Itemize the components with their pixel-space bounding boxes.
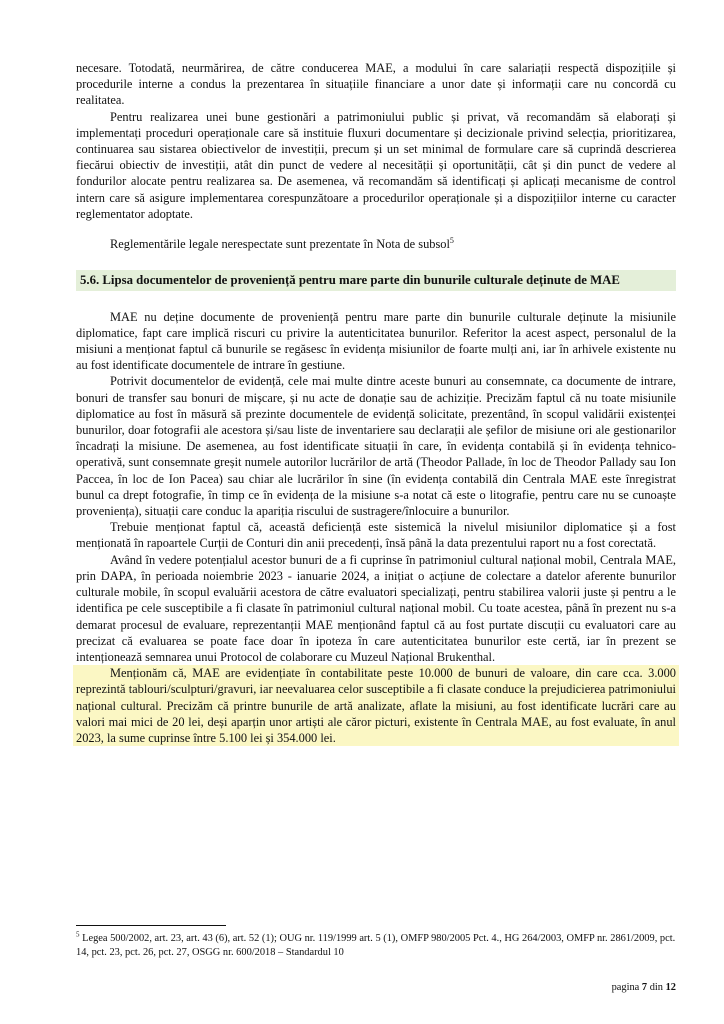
page-number-total: 12 bbox=[665, 982, 676, 993]
footnote-divider bbox=[76, 925, 226, 926]
paragraph-regulations bbox=[76, 236, 676, 252]
regulations-text: Reglementările legale nerespectate sunt prezentate în Nota de subsol bbox=[110, 237, 450, 252]
footnote-marker: 5 bbox=[76, 930, 80, 939]
page-number-separator: din bbox=[649, 982, 663, 993]
paragraph-systemic: Trebuie menționat faptul că, această deficiență este sistemică la nivelul misiunilor diplomatice și a fost menționată în rapoartele Curții de Conturi din anii precedenți, însă până la data prezentului raport nu a fost corectată. bbox=[76, 520, 676, 551]
paragraph-intro: necesare. Totodată, neurmărirea, de către conducerea MAE, a modului în care salariații respectă dispozițiile și procedurile interne a condus la prezentarea în situațiile financiare a unor date și informații care nu concordă cu realitatea. bbox=[76, 61, 676, 108]
page-number-current: 7 bbox=[641, 982, 648, 993]
page-number-prefix: pagina bbox=[611, 982, 640, 993]
page-body bbox=[76, 60, 676, 746]
footnote-text: Legea 500/2002, art. 23, art. 43 (6), art. 52 (1); OUG nr. 119/1999 art. 5 (1), OMFP 980/2005 Pct. 4., HG 264/2003, OMFP nr. 2861/2009, pct. 14, pct. 23, pct. 26, pct. 27, OSGG nr. 600/2018 – Standardul 10 bbox=[76, 933, 676, 958]
paragraph-recommendation: Pentru realizarea unei bune gestionări a patrimoniului public și privat, vă recomandăm să elaborați și implementați proceduri operaționale care să instituie fluxuri documentare și decizionale privind selecția, prioritizarea, continuarea sau sistarea obiectivelor de investiții, precum și un set minimal de formulare care să cuprindă descrierea fiecărui obiectiv de investiții, atât din punct de vedere al necesității și oportunității, cât și din punct de vedere al fondurilor alocate pentru realizarea sa. De asemenea, vă recomandăm să identificați și aplicați mecanisme de control intern care să asigure implementarea corespunzătoare a procedurilor operaționale și a dispozițiilor interne cu caracter reglementator adoptate. bbox=[76, 109, 676, 221]
page-number bbox=[612, 982, 676, 993]
paragraph-evidence: Potrivit documentelor de evidență, cele mai multe dintre aceste bunuri au consemnate, ca documente de intrare, bonuri de transfer sau bonuri de mișcare, și nu acte de donație sau de achiziție. Precizăm faptul că nu toate misiunile diplomatice au fost în măsură să prezinte documentele de evidență solicitate, prezentând, în scopul validării existenței bunurilor, doar fotografii ale acestora și/sau liste de inventariere sau declarații ale șefilor de misiune ori ale gestionarilor încadrați la misiune. De asemenea, au fost identificate situații în care, în evidența contabilă și în evidența tehnico-operativă, sunt consemnate greșit numele autorilor lucrărilor de artă (Theodor Pallade, în loc de Theodor Pallady sau Ion Paccea, în loc de Ion Pacea) sau chiar ale lucrărilor în sine (în evidența contabilă din Centrala MAE este înregistrat bunul ca drept fotografie, în timp ce în evidența de la misiune s-a notat că este o litografie, pentru care nu se cunoaște proveniența), situații care conduc la apariția riscului de sustragere/înlocuire a bunurilor. bbox=[76, 374, 676, 519]
footnote-reference[interactable]: 5 bbox=[449, 235, 454, 245]
paragraph-highlighted: Menționăm că, MAE are evidențiate în contabilitate peste 10.000 de bunuri de valoare, din care cca. 3.000 reprezintă tablouri/sculpturi/gravuri, iar neevaluarea celor susceptibile a fi clasate conduce la prejudicierea patrimoniului național cultural. Precizăm că printre bunurile de artă analizate, aflate la misiuni, au fost identificate lucrări care au valori mai mici de 20 lei, deși aparțin unor artiști ale căror picturi, existente în Centrala MAE, au fost evaluate, în anul 2023, la sume cuprinse între 5.100 lei și 354.000 lei. bbox=[73, 665, 679, 746]
paragraph-evaluation: Având în vedere potențialul acestor bunuri de a fi cuprinse în patrimoniul cultural național mobil, Centrala MAE, prin DAPA, în perioada noiembrie 2023 - ianuarie 2024, a inițiat o acțiune de colectare a datelor aferente bunurilor culturale mobile, în scopul evaluării acestora de către evaluatori specializați, pentru stabilirea valorii juste și pentru a le identifica pe cele susceptibile a fi clasate în patrimoniul cultural național mobil. Cu toate acestea, până în prezent nu s-a demarat procesul de evaluare, reprezentanții MAE menționând faptul că au fost purtate discuții cu evaluatori care au precizat că evaluarea se poate face doar în ipoteza în care autenticitatea bunurilor este certă, iar în prezent se intenționează semnarea unui Protocol de colaborare cu Muzeul Național Brukenthal. bbox=[76, 552, 676, 664]
paragraph-provenance: MAE nu deține documente de proveniență pentru mare parte din bunurile culturale deținute la misiunile diplomatice, fapt care implică riscuri cu privire la autenticitatea bunurilor. Referitor la acest aspect, personalul de la misiuni a menționat faptul că bunurile se regăsesc în evidența misiunilor de foarte mulți ani, iar în arhivele existente nu au fost identificate documentele de intrare în gestiune. bbox=[76, 309, 676, 373]
footnote bbox=[76, 932, 676, 960]
section-heading: 5.6. Lipsa documentelor de proveniență pentru mare parte din bunurile culturale deținute de MAE bbox=[76, 270, 676, 290]
